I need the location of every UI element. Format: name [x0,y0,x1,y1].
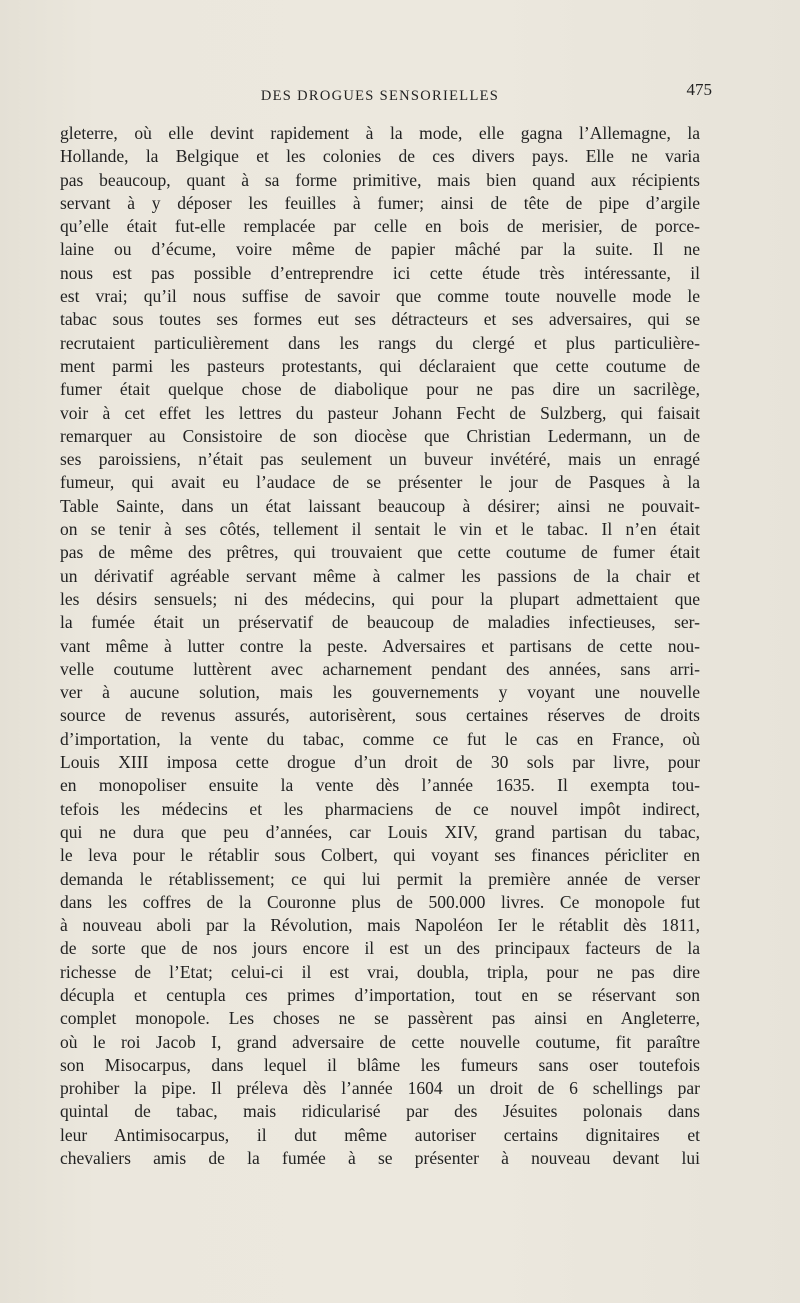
text-line: pas beaucoup, quant à sa forme primitive, mais bien quand aux récipients [60,169,700,190]
text-line: le leva pour le rétablir sous Colbert, qui voyant ses finances péricliter en [60,845,700,866]
text-line: qu’elle était fut-elle remplacée par celle en bois de merisier, de porce- [60,216,700,237]
page-number: 475 [686,80,712,99]
text-line: servant à y déposer les feuilles à fumer; ainsi de tête de pipe d’argile [60,192,700,213]
text-line: pas de même des prêtres, qui trouvaient que cette coutume de fumer était [60,542,700,563]
text-line: chevaliers amis de la fumée à se présenter à nouveau devant lui [60,1148,700,1169]
text-line: ver à aucune solution, mais les gouvernements y voyant une nouvelle [60,682,700,703]
text-line: d’importation, la vente du tabac, comme ce fut le cas en France, où [60,728,700,749]
text-line: les désirs sensuels; ni des médecins, qui pour la plupart admettaient que [60,588,700,609]
text-line: fumer était quelque chose de diabolique pour ne pas dire un sacrilège, [60,379,700,400]
text-line: quintal de tabac, mais ridicularisé par des Jésuites polonais dans [60,1101,700,1122]
text-line: velle coutume luttèrent avec acharnement pendant des années, sans arri- [60,658,700,679]
text-line: en monopoliser ensuite la vente dès l’année 1635. Il exempta tou- [60,775,700,796]
text-line: un dérivatif agréable servant même à calmer les passions de la chair et [60,565,700,586]
text-line: à nouveau aboli par la Révolution, mais Napoléon Ier le rétablit dès 1811, [60,915,700,936]
text-line: vant même à lutter contre la peste. Adversaires et partisans de cette nou- [60,635,700,656]
text-line: voir à cet effet les lettres du pasteur Johann Fecht de Sulzberg, qui faisait [60,402,700,423]
text-line: prohiber la pipe. Il préleva dès l’année 1604 un droit de 6 schellings par [60,1078,700,1099]
text-line: laine ou d’écume, voire même de papier mâché par la suite. Il ne [60,239,700,260]
running-title: DES DROGUES SENSORIELLES [260,88,500,104]
text-line: de sorte que de nos jours encore il est un des principaux facteurs de la [60,938,700,959]
text-line: ment parmi les pasteurs protestants, qui déclaraient que cette coutume de [60,355,700,376]
text-line: tefois les médecins et les pharmaciens de ce nouvel impôt indirect, [60,798,700,819]
text-line: leur Antimisocarpus, il dut même autoriser certains dignitaires et [60,1124,700,1145]
text-line: fumeur, qui avait eu l’audace de se présenter le jour de Pasques à la [60,472,700,493]
text-line: la fumée était un préservatif de beaucoup de maladies infectieuses, ser- [60,612,700,633]
text-line: complet monopole. Les choses ne se passèrent pas ainsi en Angleterre, [60,1008,700,1029]
text-line: on se tenir à ses côtés, tellement il sentait le vin et le tabac. Il n’en était [60,519,700,540]
text-line: tabac sous toutes ses formes eut ses détracteurs et ses adversaires, qui se [60,309,700,330]
text-line: recrutaient particulièrement dans les rangs du clergé et plus particulière- [60,332,700,353]
text-line: Louis XIII imposa cette drogue d’un droit de 30 sols par livre, pour [60,752,700,773]
text-line: demanda le rétablissement; ce qui lui permit la première année de verser [60,868,700,889]
text-line: où le roi Jacob I, grand adversaire de cette nouvelle coutume, fit paraître [60,1031,700,1052]
text-line: son Misocarpus, dans lequel il blâme les fumeurs sans oser toutefois [60,1054,700,1075]
text-line: gleterre, où elle devint rapidement à la mode, elle gagna l’Allemagne, la [60,123,700,143]
text-line: décupla et centupla ces primes d’importation, tout en se réservant son [60,984,700,1005]
text-line: source de revenus assurés, autorisèrent, sous certaines réserves de droits [60,705,700,726]
running-head [60,80,712,108]
text-line: richesse de l’Etat; celui-ci il est vrai, doubla, tripla, pour ne pas dire [60,961,700,982]
text-line: Table Sainte, dans un état laissant beaucoup à désirer; ainsi ne pouvait- [60,495,700,516]
text-line: ses paroissiens, n’était pas seulement un buveur invétéré, mais un enragé [60,449,700,470]
text-line: qui ne dura que peu d’années, car Louis XIV, grand partisan du tabac, [60,821,700,842]
text-line: Hollande, la Belgique et les colonies de ces divers pays. Elle ne varia [60,146,700,167]
body-text [60,122,700,1170]
text-line: dans les coffres de la Couronne plus de 500.000 livres. Ce monopole fut [60,891,700,912]
text-line: remarquer au Consistoire de son diocèse que Christian Ledermann, un de [60,425,700,446]
text-line: nous est pas possible d’entreprendre ici cette étude très intéressante, il [60,262,700,283]
text-line: est vrai; qu’il nous suffise de savoir que comme toute nouvelle mode le [60,286,700,307]
